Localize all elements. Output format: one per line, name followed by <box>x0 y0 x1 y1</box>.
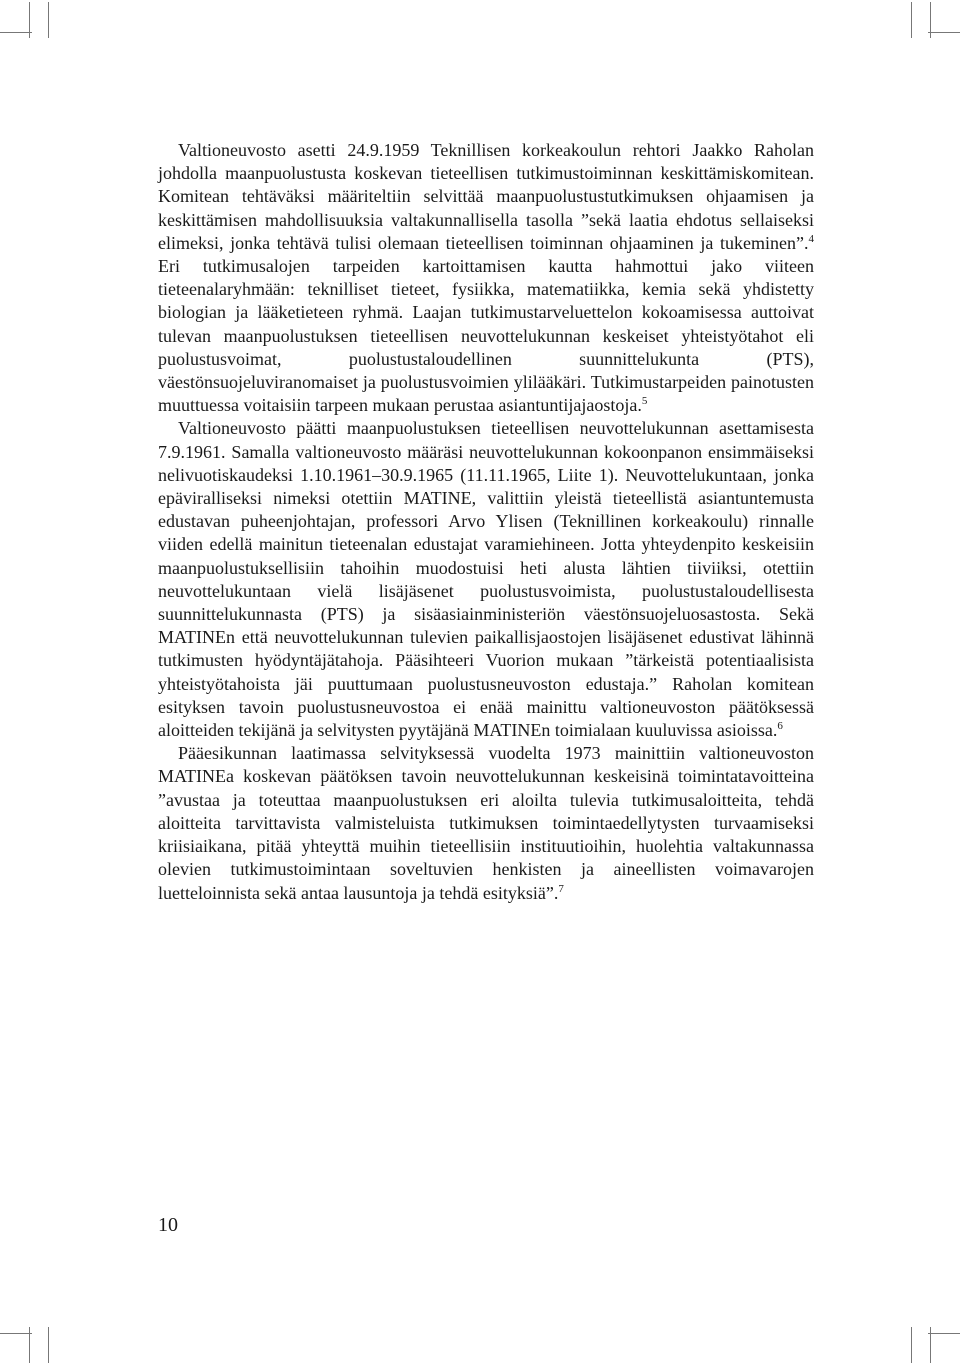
crop-mark-bottom-right-horizontal <box>928 1333 960 1334</box>
crop-mark-bottom-left-vertical-inner <box>48 1327 49 1363</box>
paragraph <box>158 742 814 904</box>
paragraph-text: Pääesikunnan laatimassa selvityksessä vuodelta 1973 mainittiin valtioneuvoston MATINEa koskevan päätöksen tavoin neuvottelukunnan keskeisinä toimintatavoitteina ”avustaa ja toteuttaa maanpuolustuksen eri aloilta tulevia tutkimusaloitteita, tehdä aloitteita tarvittavista valmisteluista tutkimuksen toimintaedellytysten turvaamiseksi kriisiaikana, pitää yhteyttä muihin tieteellisiin instituutioihin, huolehtia valtakunnassa olevien tutkimustoimintaan soveltuvien henkisten ja aineellisten voimavarojen luetteloinnista sekä antaa lausuntoja ja tehdä esityksiä”. <box>158 743 814 903</box>
footnote-reference: 7 <box>558 882 564 895</box>
crop-mark-top-right-vertical <box>911 2 912 38</box>
footnote-reference: 4 <box>808 232 814 245</box>
crop-mark-top-left-horizontal <box>0 32 32 33</box>
crop-mark-bottom-left-horizontal <box>0 1333 32 1334</box>
footnote-reference: 6 <box>777 720 783 733</box>
paragraph-text: Valtioneuvosto päätti maanpuolustuksen tieteellisen neuvottelukunnan asettamisesta 7.9.1961. Samalla valtioneuvosto määräsi neuvottelukunnan kokoonpanon ensimmäiseksi nelivuotiskaudeksi 1.10.1961–30.9.1965 (11.11.1965, Liite 1). Neuvottelukuntaan, jonka epäviralliseksi nimeksi otettiin MATINE, valittiin yleistä tieteellistä asiantuntemusta edustavan puheenjohtajan, professori Arvo Ylisen (Teknillinen korkeakoulu) rinnalle viiden edellä mainitun tieteenalan edustajat varamiehineen. Jotta yhteydenpito keskeisiin maanpuolustuksellisiin tahoihin muodostuisi heti alusta lähtien tiiviiksi, otettiin neuvottelukuntaan vielä lisäjäsenet puolustusvoimista, puolustustaloudellisesta suunnittelukunnasta (PTS) ja sisäasiainministeriön väestönsuojeluosastosta. Sekä MATINEn että neuvottelukunnan tulevien paikallisjaostojen lisäjäsenet edustivat lähinnä tutkimusten hyödyntäjätahoja. Pääsihteeri Vuorion mukaan ”tärkeistä potentiaalisista yhteistyötahoista jäi puuttumaan puolustusneuvoston edustaja.” Raholan komitean esityksen tavoin puolustusneuvostoa ei enää mainittu valtioneuvoston päätöksessä aloitteiden tekijänä ja selvitysten pyytäjänä MATINEn toimialaan kuuluvissa asioissa. <box>158 418 814 741</box>
body-text <box>158 139 814 905</box>
footnote-reference: 5 <box>641 395 648 408</box>
paragraph-text: Valtioneuvosto asetti 24.9.1959 Teknillisen korkeakoulun rehtori Jaakko Raholan johdolla maanpuolustusta koskevan tieteellisen tutkimustoiminnan keskittämiskomitean. Komitean tehtäväksi määriteltiin selvittää maanpuolustustutkimuksen ohjaamisen ja keskittämisen mahdollisuuksia valtakunnallisella tasolla ”sekä laatia ehdotus sellaiseksi elimeksi, jonka tehtävä tulisi olemaan tieteellisen toiminnan ohjaaminen ja tukeminen”. <box>158 140 814 253</box>
paragraph <box>158 139 814 417</box>
paragraph-text-continued: Eri tutkimusalojen tarpeiden kartoittamisen kautta hahmottui jako viiteen tieteenalaryhmään: teknilliset tieteet, fysiikka, matematiikka, kemia sekä yhdistetty biologian ja lääketieteen ryhmä. Laajan tutkimustarveluettelon kokoamisessa auttoivat tulevan maanpuolustuksen tieteellisen neuvottelukunnan keskeiset yhteistyötahot eli puolustusvoimat, puolustustaloudellinen suunnittelukunta (PTS), väestönsuojeluviranomaiset ja puolustusvoimien ylilääkäri. Tutkimustarpeiden painotusten muuttuessa voitaisiin tarpeen mukaan perustaa asiantuntijajaostoja. <box>158 256 814 416</box>
paragraph <box>158 417 814 742</box>
crop-mark-top-left-vertical-inner <box>48 2 49 38</box>
page-number: 10 <box>158 1214 178 1236</box>
crop-mark-top-right-horizontal <box>928 32 960 33</box>
crop-mark-bottom-right-vertical <box>911 1327 912 1363</box>
